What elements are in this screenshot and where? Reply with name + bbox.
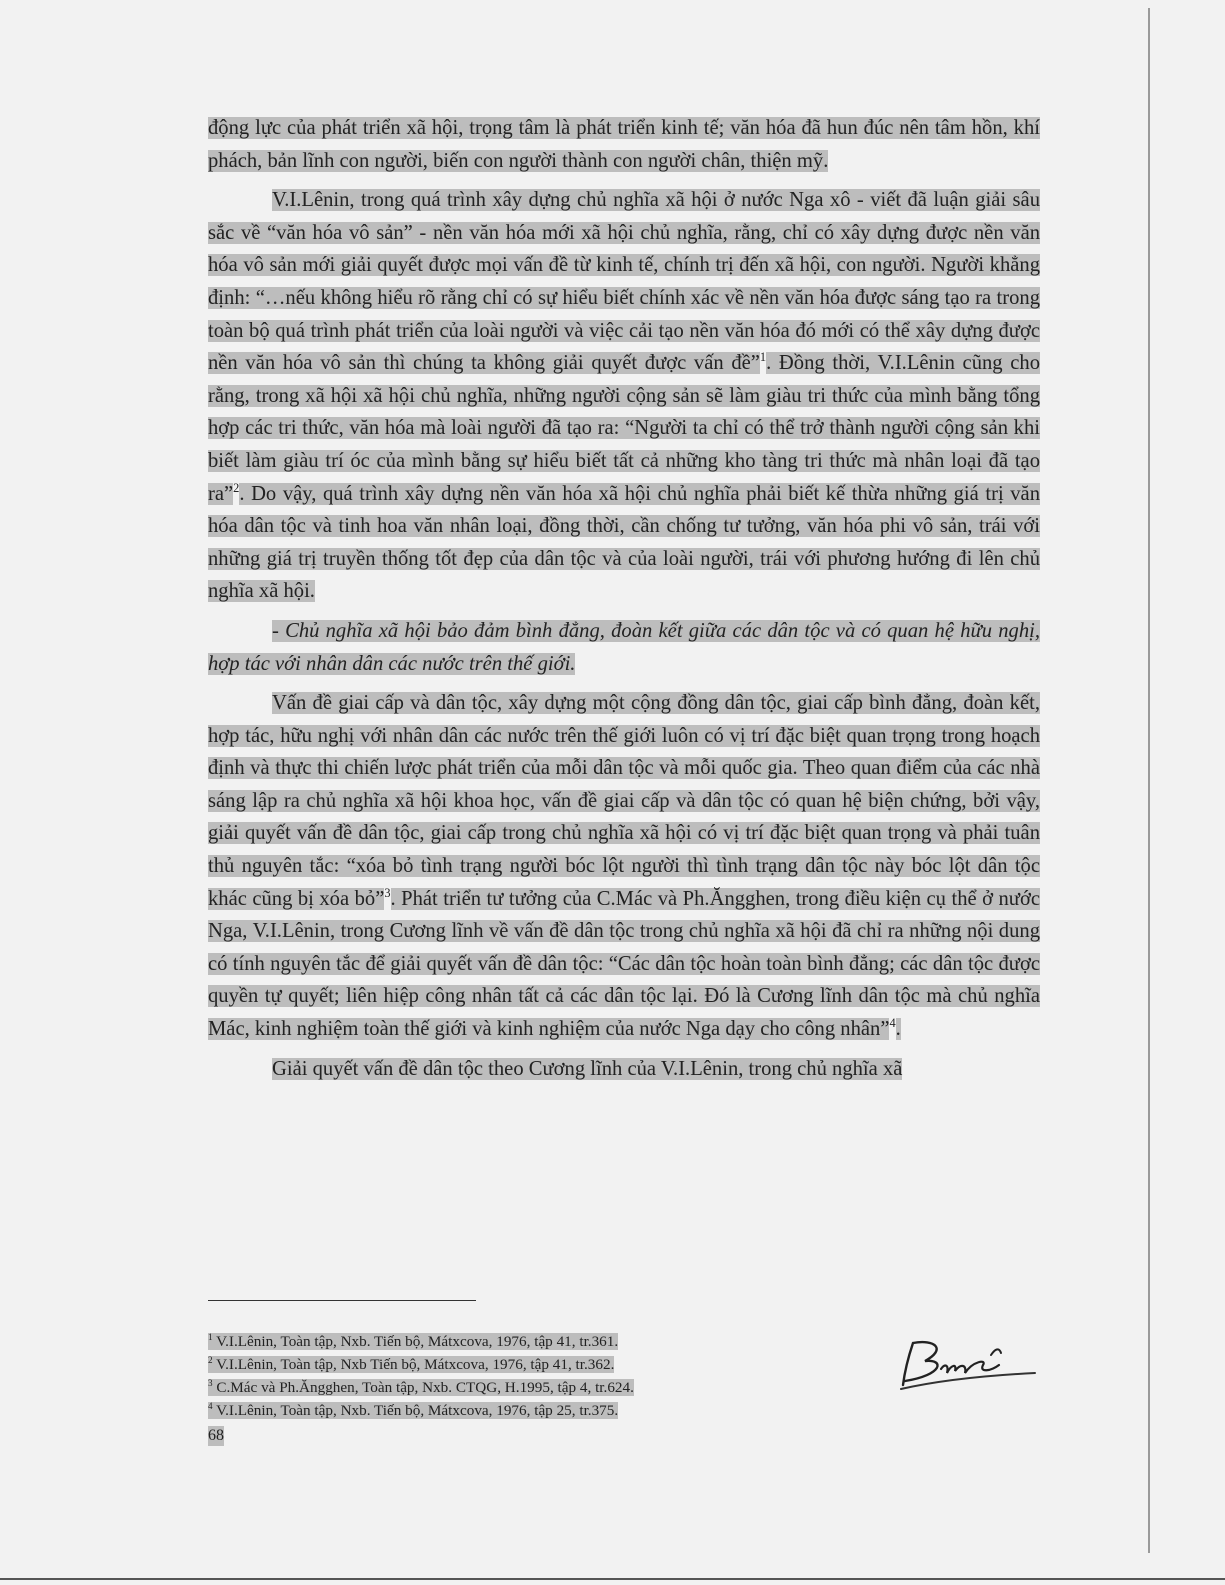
paragraph-text: động lực của phát triển xã hội, trọng tâm là phát triển kinh tế; văn hóa đã hun đúc nên tâm hồn, khí phách, bản lĩnh con người, biến con người thành con người chân, thiện mỹ.: [208, 117, 1040, 172]
paragraph-continuation: [208, 112, 1040, 177]
heading-text: - Chủ nghĩa xã hội bảo đảm bình đẳng, đoàn kết giữa các dân tộc và có quan hệ hữu nghị, hợp tác với nhân dân các nước trên thế giới.: [208, 619, 1040, 675]
footnote-mark: 3: [208, 1377, 213, 1388]
paragraph-text: Giải quyết vấn đề dân tộc theo Cương lĩnh của V.I.Lênin, trong chủ nghĩa xã: [272, 1057, 903, 1080]
footnote-4: [208, 1399, 908, 1422]
body-text: [208, 112, 1040, 1085]
footnote-mark: 2: [208, 1354, 213, 1365]
section-heading-italic: [208, 615, 1040, 680]
footnote-mark: 4: [208, 1400, 213, 1411]
footnote-separator: [208, 1300, 476, 1301]
footnote-ref-1: 1: [759, 350, 767, 365]
paragraph-lenin-culture: [208, 184, 1040, 608]
paragraph-continues-next-page: [208, 1053, 1040, 1086]
paragraph-text: . Phát triển tư tưởng của C.Mác và Ph.Ăngghen, trong điều kiện cụ thể ở nước Nga, V.I.Lênin, trong Cương lĩnh về vấn đề dân tộc trong chủ nghĩa xã hội đã chỉ ra những nội dung có tính nguyên tắc để giải quyết vấn đề dân tộc: “Các dân tộc hoàn toàn bình đẳng; các dân tộc được quyền tự quyết; liên hiệp công nhân tất cả các dân tộc lại. Đó là Cương lĩnh dân tộc mà chủ nghĩa Mác, kinh nghiệm toàn thế giới và kinh nghiệm của nước Nga dạy cho công nhân”: [208, 887, 1040, 1041]
page-number: 68: [208, 1427, 224, 1444]
paragraph-text: . Do vậy, quá trình xây dựng nền văn hóa xã hội chủ nghĩa phải biết kế thừa những giá trị văn hóa dân tộc và tinh hoa văn nhân loại, đồng thời, cần chống tư tưởng, văn hóa phi vô sản, trái với những giá trị truyền thống tốt đẹp của dân tộc và của loài người, trái với phương hướng đi lên chủ nghĩa xã hội.: [208, 482, 1040, 603]
footnote-text: C.Mác và Ph.Ăngghen, Toàn tập, Nxb. CTQG, H.1995, tập 4, tr.624.: [212, 1379, 634, 1396]
footnote-ref-2: 2: [233, 480, 240, 495]
footnote-ref-4: 4: [889, 1016, 896, 1031]
footnote-text: V.I.Lênin, Toàn tập, Nxb. Tiến bộ, Mátxcova, 1976, tập 41, tr.361.: [212, 1333, 619, 1350]
paragraph-text: . Đồng thời, V.I.Lênin cũng cho rằng, trong xã hội xã hội chủ nghĩa, những người cộng sản sẽ làm giàu tri thức của mình bằng tổng hợp các tri thức, văn hóa mà loài người đã tạo ra: “Người ta chỉ có thể trở thành người cộng sản khi biết làm giàu trí óc của mình bằng sự hiểu biết tất cả những kho tàng tri thức mà nhân loại đã tạo ra”: [208, 352, 1040, 505]
paragraph-text: .: [895, 1018, 901, 1041]
footnotes: [208, 1330, 908, 1422]
scan-edge-bottom: [0, 1578, 1225, 1580]
scan-edge-right: [1148, 8, 1150, 1553]
paragraph-text: Vấn đề giai cấp và dân tộc, xây dựng một cộng đồng dân tộc, giai cấp bình đẳng, đoàn kết, hợp tác, hữu nghị với nhân dân các nước trên thế giới luôn có vị trí đặc biệt quan trọng trong hoạch định và thực thi chiến lược phát triển của mỗi dân tộc và mỗi quốc gia. Theo quan điểm của các nhà sáng lập ra chủ nghĩa xã hội khoa học, vấn đề giai cấp và dân tộc có quan hệ biện chứng, bởi vậy, giải quyết vấn đề dân tộc, giai cấp trong chủ nghĩa xã hội có vị trí đặc biệt quan trọng và phải tuân thủ nguyên tắc: “xóa bỏ tình trạng người bóc lột người thì tình trạng dân tộc này bóc lột dân tộc khác cũng bị xóa bỏ”: [208, 692, 1040, 910]
footnote-mark: 1: [208, 1331, 213, 1342]
footnote-text: V.I.Lênin, Toàn tập, Nxb Tiến bộ, Mátxcova, 1976, tập 41, tr.362.: [212, 1356, 615, 1373]
footnote-2: [208, 1353, 908, 1376]
paragraph-class-nation: [208, 687, 1040, 1046]
footnote-3: [208, 1376, 908, 1399]
paragraph-text: V.I.Lênin, trong quá trình xây dựng chủ nghĩa xã hội ở nước Nga xô - viết đã luận giải sâu sắc về “văn hóa vô sản” - nền văn hóa mới xã hội chủ nghĩa, rằng, chỉ có xây dựng được nền văn hóa vô sản mới giải quyết được mọi vấn đề từ kinh tế, chính trị đến xã hội, con người. Người khẳng định: “…nếu không hiểu rõ rằng chỉ có sự hiểu biết chính xác về nền văn hóa được sáng tạo ra trong toàn bộ quá trình phát triển của loài người và việc cải tạo nền văn hóa đó mới có thể xây dựng được nền văn hóa vô sản thì chúng ta không giải quyết được vấn đề”: [208, 189, 1040, 375]
handwritten-signature-icon: [895, 1335, 1040, 1395]
footnote-ref-3: 3: [384, 885, 391, 900]
footnote-1: [208, 1330, 908, 1353]
footnote-text: V.I.Lênin, Toàn tập, Nxb. Tiến bộ, Mátxcova, 1976, tập 25, tr.375.: [212, 1402, 619, 1419]
